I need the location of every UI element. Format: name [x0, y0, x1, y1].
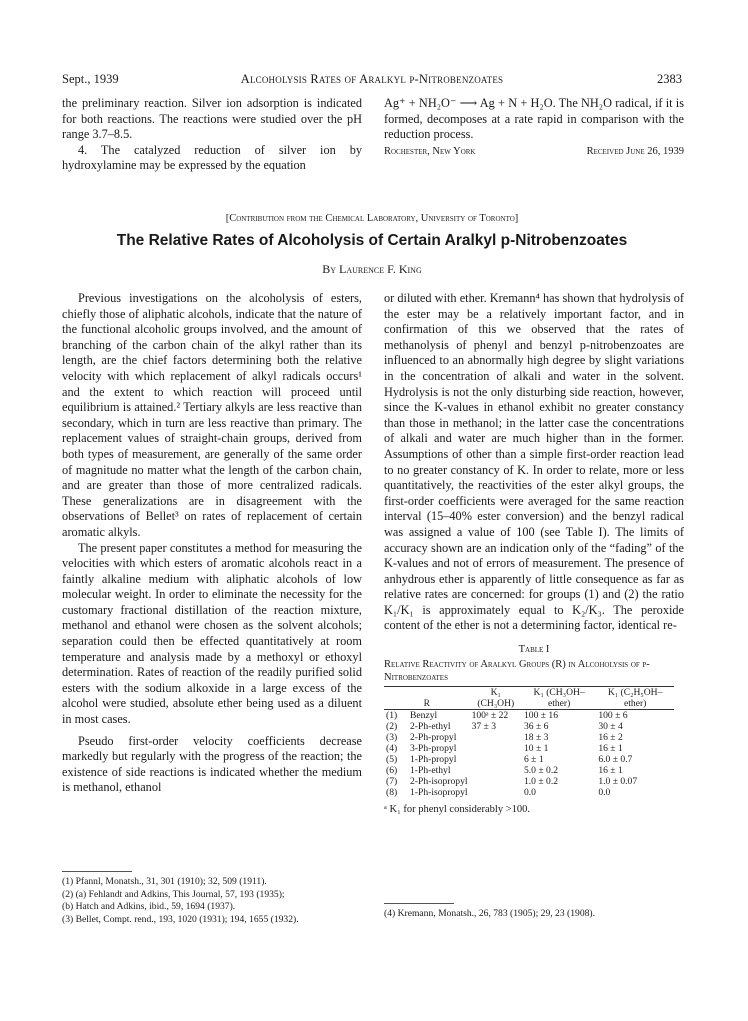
reactivity-table [384, 686, 674, 798]
footnote-rule [384, 903, 454, 904]
table-cell: 0.0 [598, 786, 611, 798]
table-header: K₁ (CH₃OH–ether) [522, 686, 596, 709]
footnote: (3) Bellet, Compt. rend., 193, 1020 (1931); 194, 1655 (1932). [62, 913, 299, 925]
previous-article-text: the preliminary reaction. Silver ion adsorption is indicated for both reactions. The reactions were studied over the pH range 3.7–8.5. [62, 96, 362, 142]
table-row [384, 721, 674, 732]
table-header: K₁ (CH₃OH) [470, 686, 522, 709]
table-cell: 37 ± 3 [471, 720, 497, 732]
table-cell: (8) [386, 786, 398, 798]
table-cell: (6) [386, 764, 398, 776]
previous-article-left-column [62, 96, 362, 174]
contribution-line: [Contribution from the Chemical Laboratory, University of Toronto] [225, 213, 519, 224]
table-cell: 1-Ph-propyl [410, 753, 457, 765]
header-page-number: 2383 [657, 72, 682, 86]
table-cell: 2-Ph-ethyl [410, 720, 451, 732]
body-paragraph: or diluted with ether. Kremann⁴ has shown that hydrolysis of the ester may be a relatively important factor, and in confirmation of this we observed that the rates of methanolysis of phenyl and benzyl p-nitrobenzoates are influenced to an abnormally high degree by slight variations in the concentration of alkali and water in the solvent. Hydrolysis is not the only disturbing side reaction, however, since the K-values in ethanol exhibit no greater constancy than those in methanol; in the latter case the concentrations of alkali and water are much higher than in the former. Assumptions of other than a simple first-order reaction lead to no greater constancy of K. In order to relate, more or less quantitatively, the reactivities of the ester alkyl groups, the first-order coefficients were averaged for the same reaction interval (15–40% ester conversion) and the benzyl radical was assigned a value of 100 (see Table I). The limits of accuracy shown are an indication only of the “fading” of the K-values and not of errors of measurement. The presence of anhydrous ether is apparently of little consequence as far as relative rates are concerned: for groups (1) and (2) the ratio K₁/K₁ is approximately equal to K₂/K₃. The peroxide content of the ether is not a determining factor, identical re- [384, 291, 684, 633]
table-cell: 18 ± 3 [523, 731, 549, 743]
previous-article-received: Received June 26, 1939 [586, 145, 684, 157]
body-paragraph: Pseudo first-order velocity coefficients decrease markedly but regularly with the progress of the reaction; the existence of side reactions is indicated whether the medium is methanol, ethanol [62, 733, 362, 795]
table-cell [470, 743, 522, 754]
table-cell: (5) [386, 753, 398, 765]
article-title: The Relative Rates of Alcoholysis of Certain Aralkyl p-Nitrobenzoates [116, 232, 628, 249]
table-cell: 6 ± 1 [523, 753, 544, 765]
table-cell: Benzyl [410, 709, 438, 721]
table-row [384, 765, 674, 776]
table-row [384, 776, 674, 787]
footnote-rule [62, 871, 132, 872]
table-cell: (3) [386, 731, 398, 743]
previous-article-summary-point: 4. The catalyzed reduction of silver ion by hydroxylamine may be expressed by the equation [62, 142, 362, 173]
running-header [62, 72, 682, 88]
table-row [384, 787, 674, 798]
table-cell: 1.0 ± 0.2 [523, 775, 559, 787]
table-cell: 100ᵃ ± 22 [471, 709, 509, 721]
table-cell: 1-Ph-ethyl [410, 764, 451, 776]
previous-article-signature [384, 144, 684, 160]
table-cell: 100 ± 6 [598, 709, 628, 721]
header-running-title: Alcoholysis Rates of Aralkyl p-Nitrobenzoates [240, 72, 504, 86]
body-paragraph: Previous investigations on the alcoholysis of esters, chiefly those of aliphatic alcohols, indicate that the nature of the functional alcoholic groups involved, and the amount of branching of the carbon chain of the alkyl rather than its length, are the chief factors determining both the relative velocity with which replacement of alkyl radicals occurs¹ and the extent to which reaction will proceed until equilibrium is attained.² Tertiary alkyls are less reactive than secondary, which in turn are less reactive than primary. The replacement values of straight-chain groups, derived from both types of measurement, are generally of the same order of magnitude no matter what the length of the carbon chain, and are greater than those of more centralized radicals. These generalizations are in disagreement with the observations of Bellet³ on rates of replacement of certain aromatic alkyls. [62, 291, 362, 539]
table-cell [470, 776, 522, 787]
footnote: (4) Kremann, Monatsh., 26, 783 (1905); 29, 23 (1908). [384, 908, 596, 919]
header-date: Sept., 1939 [62, 72, 119, 86]
body-paragraph: The present paper constitutes a method for measuring the velocities with which esters of aromatic alcohols react in a faintly alkaline medium with aliphatic alcohols of low molecular weight. In order to eliminate the necessity for the customary fractional distillation of the reaction mixture, methanol and ethanol were chosen as the solvent alcohols; separation could then be effected quantitatively at room temperature and analysis made by a methoxyl or ethoxyl determination. Rates of reaction of the readily purified solid esters with the sodium alkoxide in a large excess of the alcohol were studied, absolute ether being used as a diluent in most cases. [62, 540, 362, 727]
table-header: K₁ (C₂H₅OH–ether) [596, 686, 674, 709]
table-row [384, 732, 674, 743]
table-cell: 10 ± 1 [523, 742, 549, 754]
table-cell: 1-Ph-isopropyl [410, 786, 468, 798]
table-label: Table I [518, 644, 550, 656]
table-cell: 2-Ph-isopropyl [410, 775, 468, 787]
table-cell: 2-Ph-propyl [410, 731, 457, 743]
table-cell: 0.0 [523, 786, 536, 798]
table-header-row [384, 686, 674, 709]
previous-article-right-column [384, 96, 684, 159]
previous-article-location: Rochester, New York [384, 145, 476, 157]
table-cell: (7) [386, 775, 398, 787]
table-cell: (1) [386, 709, 398, 721]
table-cell: 1.0 ± 0.07 [598, 775, 638, 787]
table-cell: 5.0 ± 0.2 [523, 764, 559, 776]
table-cell: 16 ± 1 [598, 764, 623, 776]
footnotes-left [62, 876, 362, 926]
body-right-column [384, 291, 684, 817]
table-cell: 3-Ph-propyl [410, 742, 457, 754]
table-cell [470, 754, 522, 765]
table-cell: 16 ± 2 [598, 731, 623, 743]
footnote: (1) Pfannl, Monatsh., 31, 301 (1910); 32, 509 (1911). [62, 876, 267, 887]
footnotes-right [384, 908, 684, 921]
body-left-column [62, 291, 362, 796]
table-cell [470, 732, 522, 743]
table-cell: 30 ± 4 [598, 720, 623, 732]
article-byline: By Laurence F. King [322, 262, 422, 276]
table-footnote: ᵃ K₁ for phenyl considerably >100. [384, 803, 531, 815]
table-cell: (2) [386, 720, 398, 732]
table-row [384, 709, 674, 721]
table-header: R [384, 686, 470, 709]
table-cell [470, 765, 522, 776]
table-row [384, 743, 674, 754]
table-row [384, 754, 674, 765]
table-cell: 36 ± 6 [523, 720, 549, 732]
table-cell: 100 ± 16 [523, 709, 559, 721]
table-caption: Relative Reactivity of Aralkyl Groups (R) in Alcoholysis of p-Nitrobenzoates [384, 658, 650, 683]
table-cell: 16 ± 1 [598, 742, 623, 754]
footnote: (2) (a) Fehlandt and Adkins, This Journal, 57, 193 (1935); [62, 888, 285, 900]
footnote: (b) Hatch and Adkins, ibid., 59, 1694 (1937). [62, 901, 236, 912]
table-cell: (4) [386, 742, 398, 754]
table-cell [470, 787, 522, 798]
table-cell: 6.0 ± 0.7 [598, 753, 633, 765]
previous-article-equation-text: Ag⁺ + NH₂O⁻ ⟶ Ag + N + H₂O. The NH₂O radical, if it is formed, decomposes at a rate rapid in comparison with the reduction process. [384, 96, 684, 142]
